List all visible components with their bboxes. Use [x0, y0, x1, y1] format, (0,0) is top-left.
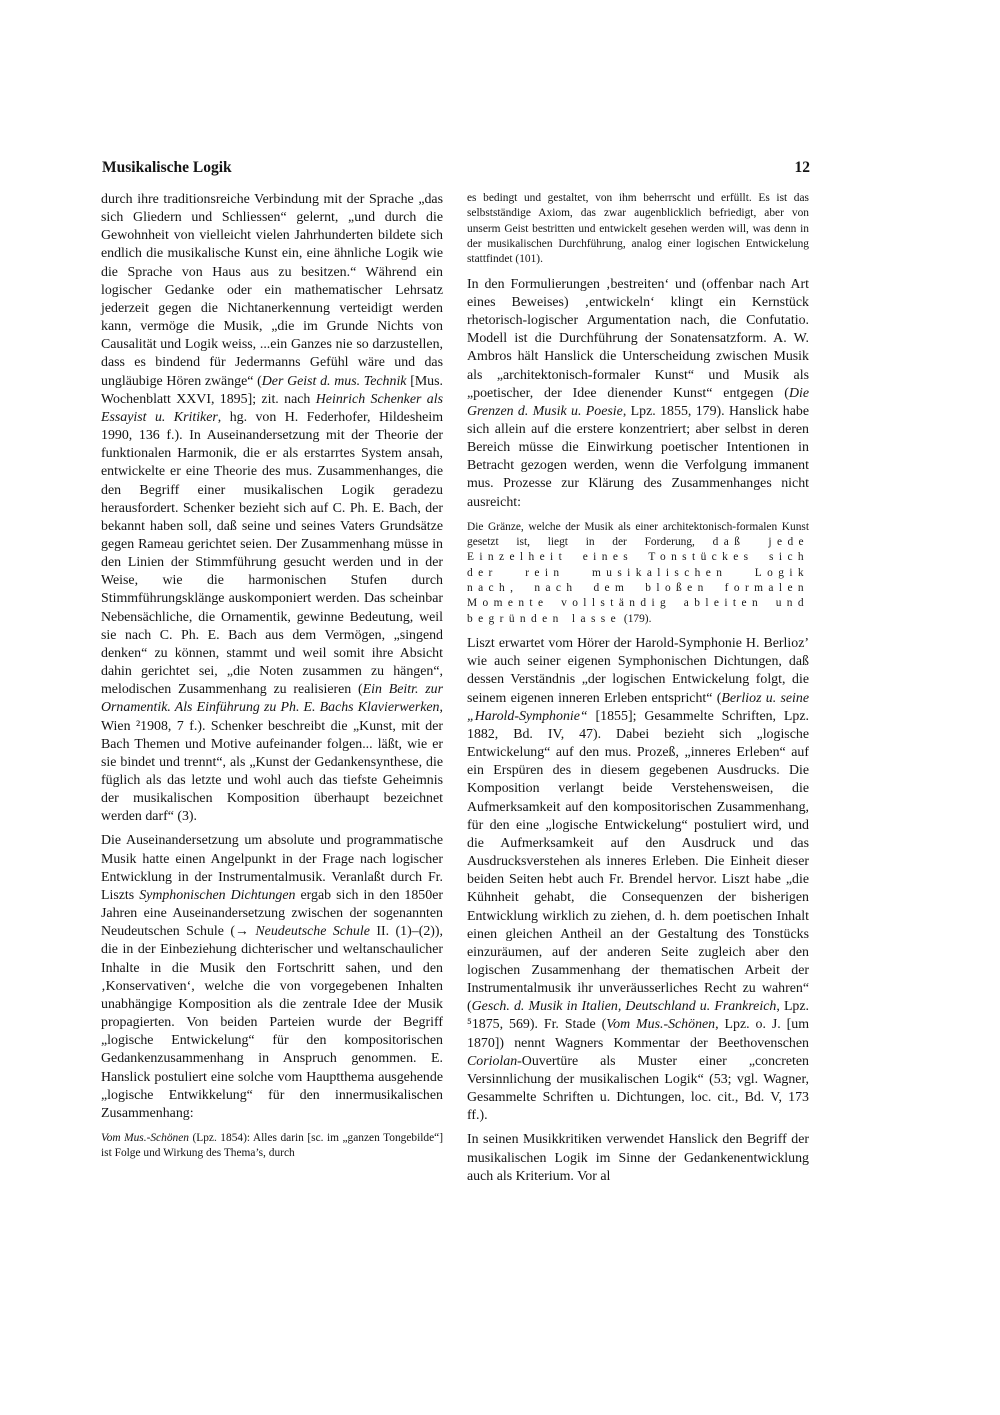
text-run: -Ouvertüre als Muster einer „concreten Versinnlichung der musikalischen Logik“ (53; vgl. Wagner, Gesammelte Schriften u. Dichtungen, loc. cit., Bd. V, 173 ff.).: [467, 1053, 809, 1124]
text-run: ergab sich in den 1850er Jahren eine Auseinandersetzung zwischen der sogenannten Neudeutschen Schule (→: [101, 887, 443, 940]
italic-text: Vom Mus.-Schönen: [101, 1131, 189, 1144]
italic-text: Gesch. d. Musik in Italien, Deutschland u. Frankreich: [471, 999, 777, 1015]
text-run: Liszt erwartet vom Hörer der Harold-Symphonie H. Berlioz’ wie auch seiner eigenen Symphonischen Dichtungen, daß dessen Verständnis „der logischen Entwickelung folgt, die seinem eigenen inneren Erleben entspricht“ (: [467, 636, 809, 706]
paragraph: [467, 635, 809, 1125]
italic-text: Vom Mus.-Schönen: [606, 1017, 716, 1033]
italic-text: Der Geist d. mus. Technik: [261, 373, 407, 389]
page-number: 12: [794, 159, 810, 176]
italic-text: Symphonischen Dichtungen: [139, 887, 296, 903]
page-title: Musikalische Logik: [102, 159, 232, 176]
block-quote: [467, 520, 809, 627]
text-run: durch ihre traditionsreiche Verbindung mit der Sprache „das sich Gliedern und Schliessen“ gelernt, „und durch die Gewohnheit von vielleicht vielen Jahrhunderten bildete sich endlich die musikalische Kunst ein, eine ähnliche Logik wie die Sprache von Haus aus zu besitzen.“ Während ein logischer Gedanke oder ein mathematischer Lehrsatz jederzeit gegen die Nichtanerkennung verteidigt werden kann, vermöge die Musik, „die im Grunde Nichts von Causalität und Logik weiss, ...ein Ganzes nie so darzustellen, dass es bindend für Jedermanns Gefühl wäre und das ungläubige Hören zwänge“ (: [101, 192, 443, 389]
italic-text: Berlioz u. seine „Harold-Symphonie“: [467, 690, 810, 724]
block-quote: [101, 1131, 443, 1162]
text-run: (179).: [621, 612, 652, 625]
paragraph: [101, 191, 443, 826]
paragraph: [467, 1131, 809, 1185]
text-run: es bedingt und gestaltet, von ihm beherrscht und erfüllt. Es ist das selbstständige Axiom, das zwar augenblicklich befriedigt, aber von unserm Geist bestritten und entwickelt gesehen werden will, was denn in der musikalischen Durchführung, analog einer logischen Entwickelung stattfindet (101).: [467, 192, 809, 266]
text-run: , hg. von H. Federhofer, Hildesheim 1990, 136 f.). In Auseinandersetzung mit der Theorie der funktionalen Harmonik, die er als erstarrtes System ansah, entwickelte er eine Theorie des mus. Zusammenhanges, die den Begriff einer musikalischen Logik geradezu herausfordert. Schenker bezieht sich auf C. Ph. E. Bach, der bekannt haben soll, daß seine und seines Vaters Grundsätze gegen Rameau gerichtet seien. Der Zusammenhang müsse in den Linien der Stimmführung gesucht werden und in der Weise, wie die harmonischen Stufen durch Stimmführungsklänge auskomponiert werden. Das scheinbar Nebensächliche, die Ornamentik, gewinne Bedeutung, weil sie nach C. Ph. E. Bach aus dem Vermögen, „singend denken“ zu können, stammt und weil somit ihre Absicht dahin gerichtet sei, „die Noten zusammen zu hängen“, melodischen Zusammenhang zu realisieren (: [101, 409, 443, 698]
text-run: In den Formulierungen ‚bestreiten‘ und (offenbar nach Art eines Beweises) ‚entwickeln‘ klingt ein Kernstück rhetorisch-logischer Argumentation nach, die Confutatio. Modell ist die Durchführung der Sonatensatzform. A. W. Ambros hält Hanslick die Unterscheidung zwischen Musik als „architektonisch-formaler Kunst“ und Musik als „poetischer, der Idee dienender Kunst“ entgegen (: [467, 276, 809, 401]
paragraph: [467, 276, 809, 512]
text-run: II. (1)–(2)), die in der Einbeziehung dichterischer und weltanschaulicher Inhalte in die Musik den Fortschritt sahen, und den ‚Konservativen‘, welche die von vorgegebenen Inhalten unabhängige Komposition als die zentrale Idee der Musik propagierten. Von beiden Parteien wurde der Begriff „logische Entwickelung“ für den kompositorischen Gedankenzusammenhang in Anspruch genommen. E. Hanslick postuliert eine solche vom Hauptthema ausgehende „logische Entwikkelung“ für den innermusikalischen Zusammenhang:: [101, 924, 443, 1121]
italic-text: Neudeutsche Schule: [255, 924, 370, 940]
italic-text: Ein Beitr. zur Ornamentik. Als Einführung zu Ph. E. Bachs Klavierwerken: [101, 682, 444, 716]
text-run: In seinen Musikkritiken verwendet Hanslick den Begriff der musikalischen Logik im Sinne der Gedankenentwicklung auch als Kriterium. Vor al: [467, 1132, 809, 1184]
text-run: (Lpz. 1854): Alles darin [sc. im „ganzen Tongebilde“] ist Folge und Wirkung des Thema’s, durch: [101, 1131, 444, 1160]
text-run: , Wien ²1908, 7 f.). Schenker beschreibt die „Kunst, mit der Bach Themen und Motive aufeinander folgen... läßt, wie er sie bindet und trennt“, als „Kunst der Gedankensynthese, die füglich als das letzte und wohl auch das tiefste Geheimnis der musikalischen Komposition überhaupt bezeichnet werden darf“ (3).: [101, 700, 443, 825]
left-column: [101, 191, 443, 1162]
italic-text: Coriolan: [467, 1053, 518, 1069]
text-run: [1855]; Gesammelte Schriften, Lpz. 1882, Bd. IV, 47). Dabei bezieht sich „logische Entwickelung“ auf den mus. Prozeß, „inneres Erleben“ auf ein Erspüren des in diesem gegebenen Ausdrucks. Die Komposition verlangt beide Verstehensweisen, die Aufmerksamkeit auf den kompositorischen Zusammenhang, für den eine „logische Entwickelung“ postuliert wird, und die Aufmerksamkeit auf den Ausdruck und das Ausdrucksverstehen als inneres Erleben. Die Einheit dieser beiden Seiten hebt auch Fr. Brendel hervor. Liszt habe „die Kühnheit gehabt, die Consequenzen der bisherigen Entwicklung wirklich zu ziehen, d. h. dem poetischen Inhalt einen gleichen Antheil an der Gestaltung des Tonstücks einzuräumen, auf der anderen Seite zugleich aber den logischen Zusammenhang der thematischen Arbeit der Instrumentalmusik ihr unveräusserliches Recht zu wahren“ (: [467, 708, 809, 1015]
text-run: Die Auseinandersetzung um absolute und programmatische Musik hatte einen Angelpunkt in der Frage nach logischer Entwicklung in der Instrumentalmusik. Veranlaßt durch Fr. Liszts: [101, 833, 443, 903]
paragraph: [101, 832, 443, 1123]
italic-text: Heinrich Schenker als Essayist u. Kritiker: [101, 391, 444, 425]
italic-text: Die Grenzen d. Musik u. Poesie: [467, 385, 809, 419]
text-run: Die Gränze, welche der Musik als einer architektonisch-formalen Kunst gesetzt ist, liegt in der Forderung,: [467, 520, 809, 549]
right-column: [467, 191, 809, 1186]
spaced-emphasis-text: daß jede Einzelheit eines Tonstückes sich der rein musikalischen Logik nach, nach dem bloßen formalen Momente vollständig ableiten und begründen lasse: [467, 536, 809, 625]
text-run: , Lpz. 1855, 179). Hanslick habe sich allein auf die erstere konzentriert; aber selbst in deren Bereich müsse die Einwirkung poetischer Intentionen in Betracht gezogen werden, wenn die Verfolgung immanent mus. Prozesse zur Klärung des Zusammenhanges nicht ausreicht:: [467, 403, 809, 510]
running-head: [102, 159, 810, 177]
text-run: , Lpz. o. J. [um 1870]) nennt Wagners Kommentar der Beethovenschen: [467, 1017, 809, 1051]
text-run: [Mus. Wochenblatt XXVI, 1895]; zit. nach: [101, 373, 443, 407]
text-run: , Lpz. ⁵1875, 569). Fr. Stade (: [467, 999, 810, 1033]
block-quote: [467, 191, 809, 268]
